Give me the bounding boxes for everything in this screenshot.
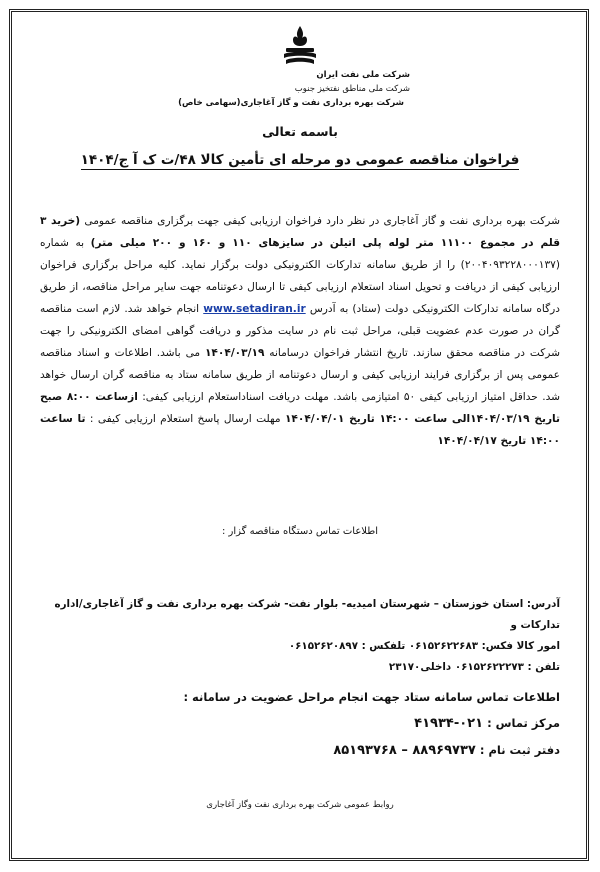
response-deadline: تا ساعت ۱۴:۰۰ تاریخ ۱۴۰۴/۰۴/۱۷ bbox=[40, 413, 560, 447]
phone-line: تلفن : ۰۶۱۵۲۶۲۲۲۷۳ داخلی۲۳۱۷۰ bbox=[388, 661, 560, 673]
subsidiary-name: شرکت ملی مناطق نفتخیز جنوب bbox=[294, 84, 410, 94]
heading-basmala: باسمه تعالی bbox=[262, 124, 338, 139]
announcement-body bbox=[40, 210, 560, 452]
registry-numbers: ۸۸۹۶۹۷۳۷ – ۸۵۱۹۳۷۶۸ bbox=[333, 743, 476, 758]
setad-heading: اطلاعات تماس سامانه ستاد جهت انجام مراحل عضویت در سامانه : bbox=[183, 690, 560, 704]
contact-section-title: اطلاعات تماس دستگاه مناقصه گزار : bbox=[222, 526, 378, 537]
registry-label: دفتر ثبت نام : bbox=[479, 743, 560, 757]
document-deadline: ازساعت ۸:۰۰ صبح تاریخ ۱۴۰۴/۰۳/۱۹الی ساعت ۱۴:۰۰ تاریخ ۱۴۰۴/۰۴/۰۱ bbox=[40, 391, 561, 425]
address-block bbox=[40, 594, 560, 678]
operator-name: شرکت بهره برداری نفت و گاز آغاجاری(سهامی خاص) bbox=[178, 98, 404, 108]
call-center-number: ۰۲۱-۴۱۹۳۴ bbox=[414, 716, 484, 731]
registry-row bbox=[40, 737, 560, 764]
call-center-row bbox=[40, 710, 560, 737]
setad-link[interactable]: www.setadiran.ir bbox=[203, 303, 306, 315]
tender-subject bbox=[0, 152, 600, 168]
company-name: شرکت ملی نفت ایران bbox=[316, 70, 410, 80]
nioc-logo-icon bbox=[278, 22, 322, 68]
body-intro: شرکت بهره برداری نفت و گاز آغاجاری در نظر دارد فراخوان ارزیابی کیفی جهت برگزاری مناقصه عمومی bbox=[84, 215, 561, 227]
body-registration: انجام خواهد شد. لازم است مناقصه گران در صورت عدم عضویت قبلی، مراحل ثبت نام در سایت مذکور و دریافت گواهی امضای الکترونیکی را جهت شرکت در مناقصه محقق سازند. تاریخ انتشار فراخوان درسامانه bbox=[40, 303, 560, 359]
publish-date: ۱۴۰۴/۰۳/۱۹ bbox=[204, 347, 265, 359]
fax-line: امور کالا فکس: ۰۶۱۵۲۶۲۲۶۸۳ تلفکس : ۰۶۱۵۲۶۲۰۸۹۷ bbox=[288, 640, 560, 652]
call-center-label: مرکز تماس : bbox=[487, 716, 560, 730]
tender-subject-text: فراخوان مناقصه عمومی دو مرحله ای تأمین کالا ۴۸/ت ک آ ج/۱۴۰۴ bbox=[80, 152, 520, 168]
body-item-description: (خرید ۳ قلم در مجموع ۱۱۱۰۰ متر لوله پلی اتیلن در سایزهای ۱۱۰ و ۱۶۰ و ۲۰۰ میلی متر) bbox=[40, 215, 561, 249]
address-line: آدرس: استان خوزستان – شهرستان امیدیه- بلوار نفت- شرکت بهره برداری نفت و گاز آغاجاری/اداره تدارکات و bbox=[54, 598, 560, 631]
body-procedure: به شماره (۲۰۰۴۰۹۳۲۲۸۰۰۰۱۳۷) را از طریق سامانه تدارکات الکترونیکی دولت برگزار نماید. کلیه مراحل برگزاری فراخوان ارزیابی کیفی از دریافت و تحویل اسناد استعلام ارزیابی کیفی تا ارسال دعوتنامه جهت سایر مراحل مناقصه، از طریق درگاه سامانه تدارکات الکترونیکی دولت (ستاد) به آدرس bbox=[40, 237, 560, 315]
footer-signature: روابط عمومی شرکت بهره برداری نفت وگاز آغاجاری bbox=[206, 800, 394, 810]
body-evaluation: می باشد. اطلاعات و اسناد مناقصه عمومی پس از برگزاری فرایند ارزیابی کیفی و ارسال دعوتنامه از طریق سامانه ستاد به مناقصه گران ارسال خواهد شد. حداقل امتیاز ارزیابی کیفی ۵۰ امتیازمی باشد. مهلت دریافت اسناداستعلام ارزیابی کیفی: bbox=[40, 347, 561, 403]
setad-contact-block bbox=[40, 684, 560, 764]
body-response-label: مهلت ارسال پاسخ استعلام ارزیابی کیفی : bbox=[89, 413, 281, 425]
